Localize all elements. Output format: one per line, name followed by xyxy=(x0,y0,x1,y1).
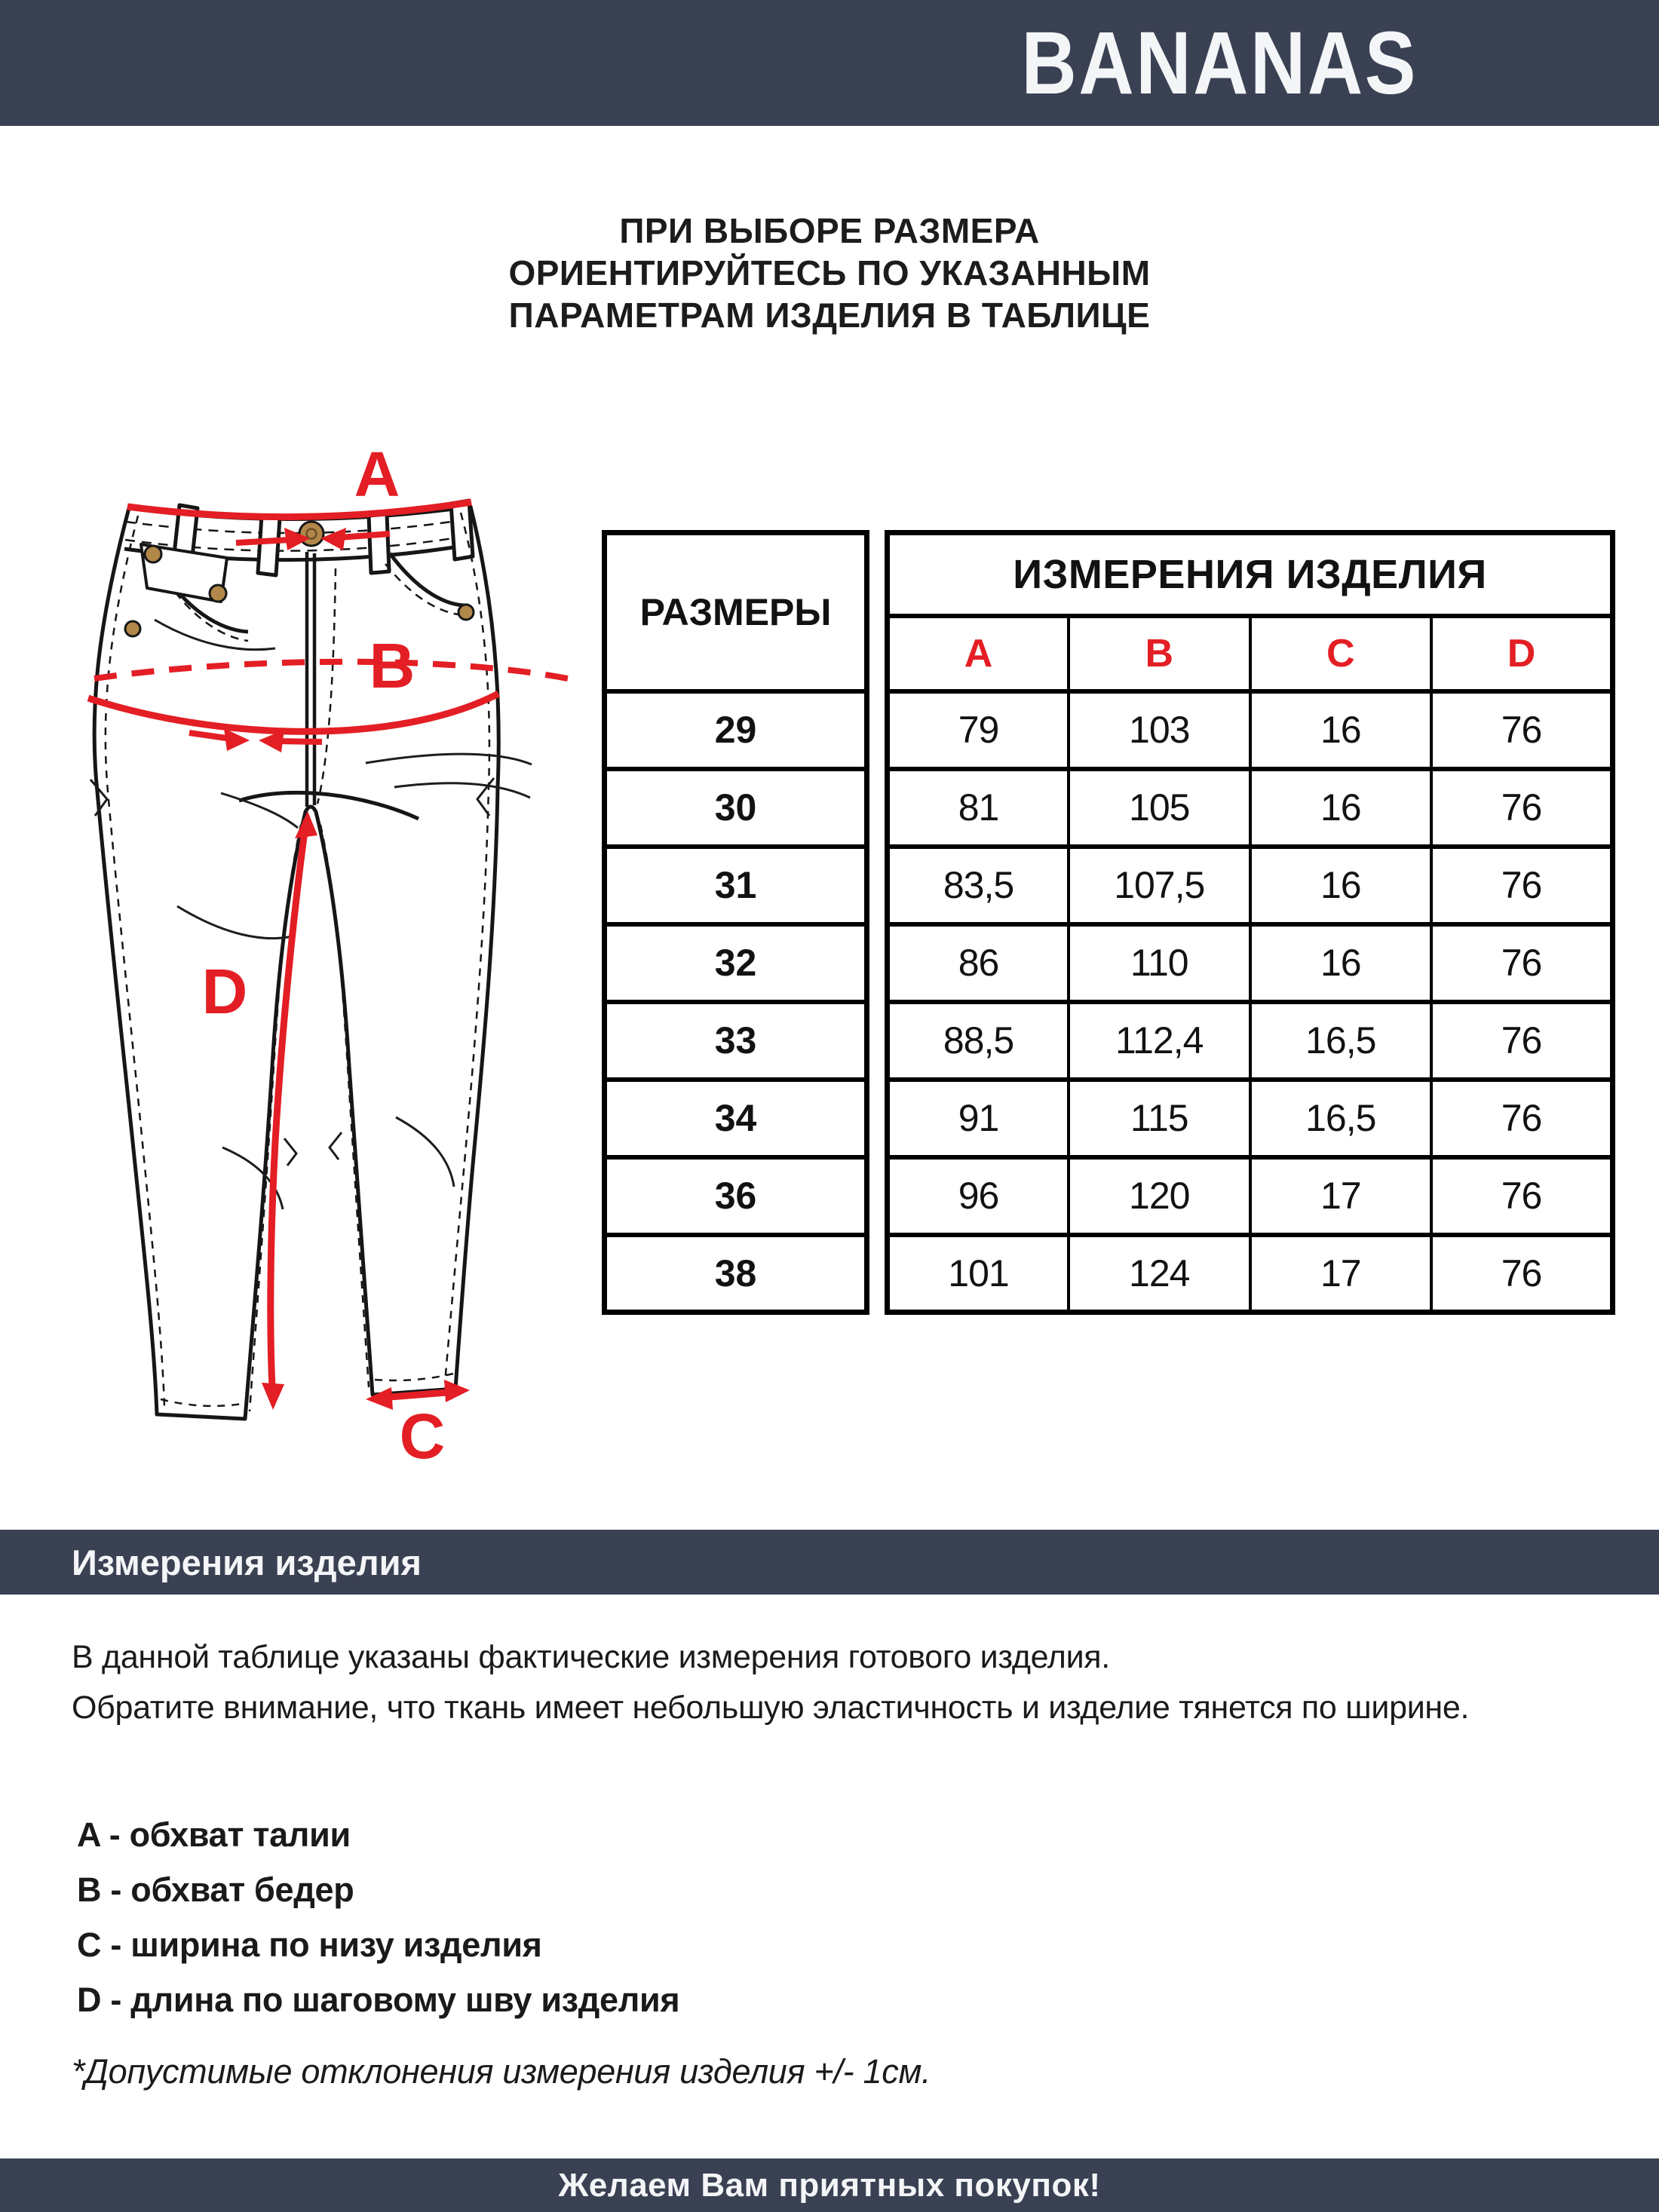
value-b: 124 xyxy=(1069,1235,1250,1313)
measurement-row xyxy=(888,1235,1613,1313)
size-label: 29 xyxy=(605,691,867,769)
value-b: 115 xyxy=(1069,1080,1250,1157)
measurement-row xyxy=(888,1157,1613,1235)
measurement-row xyxy=(888,1002,1613,1080)
value-b: 120 xyxy=(1069,1157,1250,1235)
value-c: 16 xyxy=(1250,769,1432,847)
info-paragraph: В данной таблице указаны фактические измерения готового изделия. xyxy=(72,1639,1110,1675)
value-d: 76 xyxy=(1431,1080,1613,1157)
intro-title xyxy=(0,210,1659,336)
measurement-row xyxy=(888,691,1613,769)
intro-title-line: ПРИ ВЫБОРЕ РАЗМЕРА xyxy=(619,211,1040,250)
size-label: 36 xyxy=(605,1157,867,1235)
value-d: 76 xyxy=(1431,924,1613,1002)
column-letter-b: B xyxy=(1069,616,1250,691)
legend-item: C - ширина по низу изделия xyxy=(77,1926,542,1964)
jeans-measurement-diagram xyxy=(41,439,592,1509)
size-row xyxy=(605,1235,867,1313)
jeans-outline xyxy=(94,507,498,1419)
legend-item: B - обхват бедер xyxy=(77,1870,354,1909)
footer-bar xyxy=(0,2158,1659,2212)
sizes-column-table xyxy=(602,530,869,1315)
value-a: 101 xyxy=(888,1235,1069,1313)
info-paragraph: Обратите внимание, что ткань имеет небольшую эластичность и изделие тянется по ширине. xyxy=(72,1690,1470,1726)
value-b: 105 xyxy=(1069,769,1250,847)
value-c: 17 xyxy=(1250,1157,1432,1235)
measurement-row xyxy=(888,1080,1613,1157)
size-row xyxy=(605,1157,867,1235)
size-label: 34 xyxy=(605,1080,867,1157)
measurement-row xyxy=(888,769,1613,847)
measurement-c xyxy=(366,1380,470,1472)
size-label: 31 xyxy=(605,847,867,924)
value-a: 86 xyxy=(888,924,1069,1002)
size-row xyxy=(605,1002,867,1080)
size-label: 33 xyxy=(605,1002,867,1080)
diagram-label-a: A xyxy=(354,439,400,510)
value-d: 76 xyxy=(1431,691,1613,769)
value-b: 103 xyxy=(1069,691,1250,769)
value-c: 16 xyxy=(1250,847,1432,924)
brand-logo-text: BANANAS xyxy=(1021,13,1418,113)
value-c: 16,5 xyxy=(1250,1080,1432,1157)
value-c: 16,5 xyxy=(1250,1002,1432,1080)
size-row xyxy=(605,924,867,1002)
value-b: 110 xyxy=(1069,924,1250,1002)
value-b: 112,4 xyxy=(1069,1002,1250,1080)
value-a: 96 xyxy=(888,1157,1069,1235)
value-a: 83,5 xyxy=(888,847,1069,924)
legend-item: D - длина по шаговому шву изделия xyxy=(77,1981,680,2019)
size-label: 30 xyxy=(605,769,867,847)
info-section-bar xyxy=(0,1530,1659,1595)
value-c: 16 xyxy=(1250,691,1432,769)
size-label: 38 xyxy=(605,1235,867,1313)
intro-title-line: ПАРАМЕТРАМ ИЗДЕЛИЯ В ТАБЛИЦЕ xyxy=(508,296,1151,335)
value-d: 76 xyxy=(1431,1157,1613,1235)
jeans-button xyxy=(299,522,324,546)
measurements-header: ИЗМЕРЕНИЯ ИЗДЕЛИЯ xyxy=(888,533,1613,616)
measurements-table xyxy=(885,530,1615,1315)
column-letter-a: A xyxy=(888,616,1069,691)
value-a: 91 xyxy=(888,1080,1069,1157)
value-c: 16 xyxy=(1250,924,1432,1002)
info-section-title: Измерения изделия xyxy=(72,1542,422,1582)
value-b: 107,5 xyxy=(1069,847,1250,924)
size-row xyxy=(605,769,867,847)
info-paragraphs xyxy=(72,1638,1595,1739)
value-d: 76 xyxy=(1431,1002,1613,1080)
value-d: 76 xyxy=(1431,769,1613,847)
value-d: 76 xyxy=(1431,847,1613,924)
size-row xyxy=(605,691,867,769)
measurement-legend xyxy=(77,1815,679,2036)
sizes-header: РАЗМЕРЫ xyxy=(605,533,867,691)
size-label: 32 xyxy=(605,924,867,1002)
diagram-label-c: C xyxy=(399,1401,446,1472)
value-a: 79 xyxy=(888,691,1069,769)
value-c: 17 xyxy=(1250,1235,1432,1313)
tolerance-note: *Допустимые отклонения измерения изделия +/- 1см. xyxy=(72,2052,931,2091)
size-row xyxy=(605,1080,867,1157)
diagram-label-b: B xyxy=(369,630,416,701)
brand-header-bar xyxy=(0,0,1659,126)
footer-message: Желаем Вам приятных покупок! xyxy=(558,2166,1101,2204)
column-letter-d: D xyxy=(1431,616,1613,691)
diagram-label-d: D xyxy=(201,956,248,1027)
value-a: 81 xyxy=(888,769,1069,847)
jeans-sketch xyxy=(41,439,592,1509)
size-row xyxy=(605,847,867,924)
legend-item: A - обхват талии xyxy=(77,1815,351,1854)
measurement-row xyxy=(888,924,1613,1002)
value-a: 88,5 xyxy=(888,1002,1069,1080)
column-letter-c: C xyxy=(1250,616,1432,691)
intro-title-line: ОРИЕНТИРУЙТЕСЬ ПО УКАЗАННЫМ xyxy=(508,253,1151,293)
measurement-row xyxy=(888,847,1613,924)
value-d: 76 xyxy=(1431,1235,1613,1313)
